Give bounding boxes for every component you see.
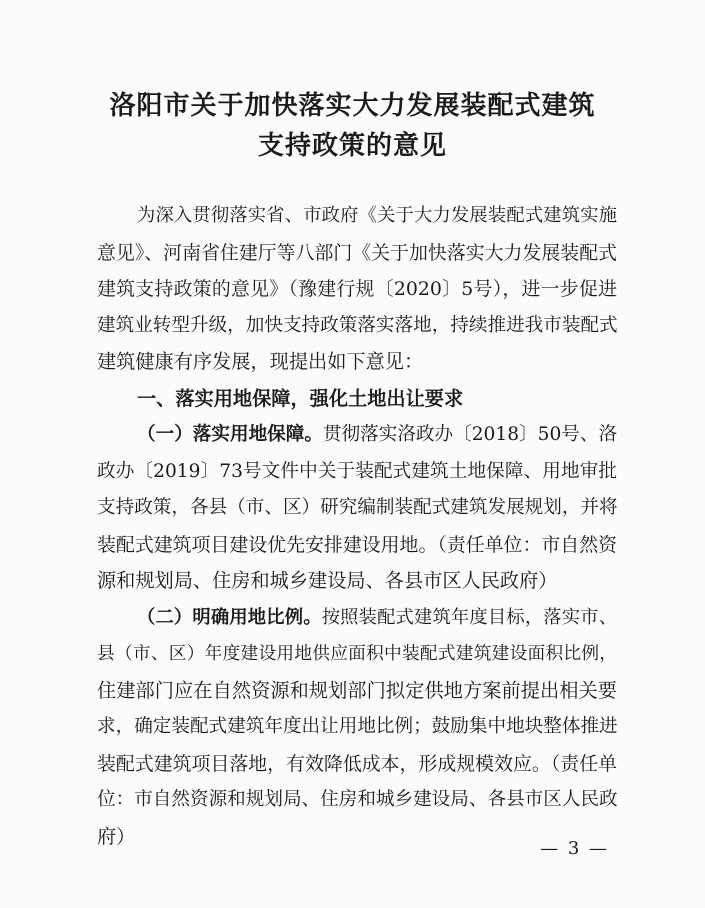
intro-line: 建筑业转型升级，加快支持政策落实落地，持续推进我市装配式 [97,314,618,336]
item2-line: 府） [97,824,136,848]
document-title [0,86,705,166]
item2-line: 装配式建筑项目落地，有效降低成本，形成规模效应。（责任单 [97,752,617,775]
item2-line: 县（市、区）年度建设用地供应面积中装配式建筑建设面积比例， [97,644,617,664]
intro-line: 意见》、河南省住建厅等八部门《关于加快落实大力发展装配式 [97,241,617,264]
section-heading: 一、落实用地保障，强化土地出让要求 [137,386,464,410]
item2-first-text: 按照装配式建筑年度目标，落实市、 [321,606,617,628]
item1-label: （一）落实用地保障。 [137,424,323,445]
intro-line: 为深入贯彻落实省、市政府《关于大力发展装配式建筑实施 [137,205,617,226]
item2-first-line [97,600,617,637]
item2-line: 位：市自然资源和规划局、住房和城乡建设局、各县市区人民政 [97,789,618,810]
item1-first-line [97,417,617,454]
title-line-1: 洛阳市关于加快落实大力发展装配式建筑 [109,91,596,121]
item2-line: 求，确定装配式建筑年度出让用地比例；鼓励集中地块整体推进 [97,716,618,737]
item2-label: （二）明确用地比例。 [137,606,322,628]
item1-line: 源和规划局、住房和城乡建设局、各县市区人民政府） [97,569,558,592]
item1-line: 支持政策，各县（市、区）研究编制装配式建筑发展规划，并将 [97,497,618,518]
title-line-2: 支持政策的意见 [257,131,447,161]
item1-line: 装配式建筑项目建设优先安排建设用地。（责任单位：市自然资 [97,533,617,556]
page-number: — 3 — [540,838,609,859]
document-body [97,198,617,855]
intro-line: 建筑支持政策的意见》（豫建行规〔2020〕5号），进一步促进 [97,278,617,300]
item1-line: 政办〔2019〕73号文件中关于装配式建筑土地保障、用地审批 [97,460,617,482]
intro-line: 建筑健康有序发展，现提出如下意见： [97,350,424,373]
item2-line: 住建部门应在自然资源和规划部门拟定供地方案前提出相关要 [97,678,617,702]
item1-first-text: 贯彻落实洛政办〔2018〕50号、洛 [322,424,618,445]
